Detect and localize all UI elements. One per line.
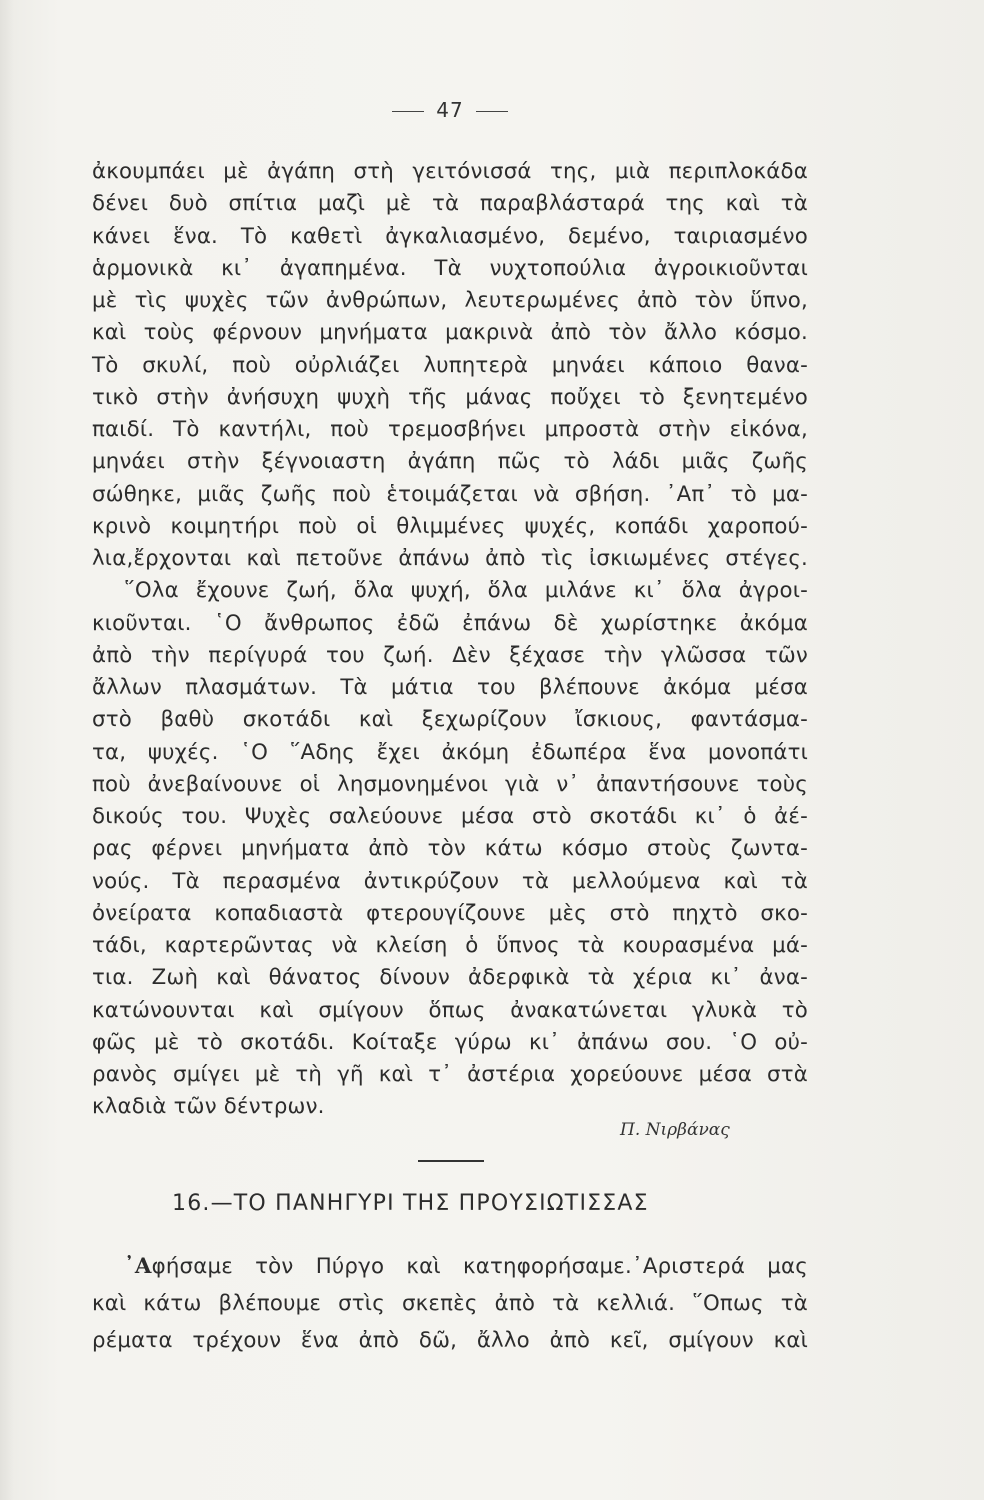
section-title: 16.—ΤΟ ΠΑΝΗΓΥΡΙ ΤΗΣ ΠΡΟΥΣΙΩΤΙΣΣΑΣ <box>172 1191 649 1216</box>
section-divider <box>418 1160 484 1162</box>
author-signature: Π. Νιρβάνας <box>620 1120 730 1140</box>
text-line: δικούς του. Ψυχὲς σαλεύουνε μέσα στὸ σκοτάδι κι᾽ ὁ ἀέ- <box>92 804 808 829</box>
text-line: καὶ κάτω βλέπουμε στὶς σκεπὲς ἀπὸ τὰ κελλιά. ῞Οπως τὰ <box>92 1291 808 1316</box>
text-line: κλαδιὰ τῶν δέντρων. <box>92 1094 325 1120</box>
text-line: ρας φέρνει μηνήματα ἀπὸ τὸν κάτω κόσμο στοὺς ζωντα- <box>92 836 808 862</box>
text-line: τάδι, καρτερῶντας νὰ κλείση ὁ ὕπνος τὰ κουρασμένα μά- <box>92 933 808 958</box>
text-line: μὲ τὶς ψυχὲς τῶν ἀνθρώπων, λευτερωμένες ἀπὸ τὸν ὕπνο, <box>92 288 808 313</box>
text-line: ποὺ ἀνεβαίνουνε οἱ λησμονημένοι γιὰ ν᾽ ἀπαντήσουνε τοὺς <box>92 771 808 797</box>
text-line: κιοῦνται. ῾Ο ἄνθρωπος ἐδῶ ἐπάνω δὲ χωρίστηκε ἀκόμα <box>92 610 808 636</box>
text-line: φῶς μὲ τὸ σκοτάδι. Κοίταξε γύρω κι᾽ ἀπάνω σου. ῾Ο οὐ- <box>92 1029 808 1055</box>
text-line: σώθηκε, μιᾶς ζωῆς ποὺ ἑτοιμάζεται νὰ σβήση. ᾿Απ᾽ τὸ μα- <box>92 481 808 507</box>
main-text <box>92 156 808 1124</box>
text-line: στὸ βαθὺ σκοτάδι καὶ ξεχωρίζουν ἴσκιους, φαντάσμα- <box>92 707 808 733</box>
page-number-dash-right <box>476 111 508 112</box>
page-number <box>0 98 900 122</box>
text-line: μηνάει στὴν ξέγνοιαστη ἀγάπη πῶς τὸ λάδι μιᾶς ζωῆς <box>92 449 808 475</box>
text-line: κατώνουνται καὶ σμίγουν ὅπως ἀνακατώνεται γλυκὰ τὸ <box>92 997 808 1023</box>
page-edge-shadow <box>0 0 14 1500</box>
text-line: καὶ τοὺς φέρνουν μηνήματα μακρινὰ ἀπὸ τὸν ἄλλο κόσμο. <box>92 320 808 346</box>
text-line: νούς. Τὰ περασμένα ἀντικρύζουν τὰ μελλούμενα καὶ τὰ <box>92 868 808 894</box>
text-line: ἄλλων πλασμάτων. Τὰ μάτια του βλέπουνε ἀκόμα μέσα <box>92 675 808 700</box>
text-line: κάνει ἕνα. Τὸ καθετὶ ἀγκαλιασμένο, δεμένο, ταιριασμένο <box>92 223 808 249</box>
text-line: ἀκουμπάει μὲ ἀγάπη στὴ γειτόνισσά της, μιὰ περιπλοκάδα <box>92 159 808 184</box>
text-line: ρέματα τρέχουν ἕνα ἀπὸ δῶ, ἄλλο ἀπὸ κεῖ, σμίγουν καὶ <box>92 1328 808 1353</box>
text-line: ἁρμονικὰ κι᾽ ἀγαπημένα. Τὰ νυχτοπούλια ἀγροικιοῦνται <box>92 255 808 281</box>
text-line: παιδί. Τὸ καντήλι, ποὺ τρεμοσβήνει μπροστὰ στὴν εἰκόνα, <box>92 417 808 442</box>
page-number-value: 47 <box>436 98 464 122</box>
section-text <box>92 1248 808 1359</box>
text-line: Τὸ σκυλί, ποὺ οὐρλιάζει λυπητερὰ μηνάει κάποιο θανα- <box>92 352 808 378</box>
text-line: ἀπὸ τὴν περίγυρά του ζωή. Δὲν ξέχασε τὴν γλῶσσα τῶν <box>92 642 808 668</box>
text-line: δένει δυὸ σπίτια μαζὶ μὲ τὰ παραβλάσταρά της καὶ τὰ <box>92 191 808 217</box>
dropcap: ᾿Α <box>124 1254 152 1279</box>
page-number-dash-left <box>392 111 424 112</box>
text-line: τα, ψυχές. ῾Ο ῞Αδης ἔχει ἀκόμη ἐδωπέρα ἕνα μονοπάτι <box>92 739 808 765</box>
text-line: τια. Ζωὴ καὶ θάνατος δίνουν ἀδερφικὰ τὰ χέρια κι᾽ ἀνα- <box>92 965 808 991</box>
text-line: τικὸ στὴν ἀνήσυχη ψυχὴ τῆς μάνας ποὔχει τὸ ξενητεμένο <box>92 384 808 410</box>
text-line: ρανὸς σμίγει μὲ τὴ γῆ καὶ τ᾽ ἀστέρια χορεύουνε μέσα στὰ <box>92 1062 808 1087</box>
text-line: ὀνείρατα κοπαδιαστὰ φτερουγίζουνε μὲς στὸ πηχτὸ σκο- <box>92 900 808 926</box>
text-line: ῞Ολα ἔχουνε ζωή, ὅλα ψυχή, ὅλα μιλάνε κι᾽ ὅλα ἀγροι- <box>124 578 808 604</box>
section-first-line-text: φήσαμε τὸν Πύργο καὶ κατηφορήσαμε.᾿Αριστερά μας <box>151 1254 808 1279</box>
text-line: κρινὸ κοιμητήρι ποὺ οἱ θλιμμένες ψυχές, κοπάδι χαροπού- <box>92 513 808 539</box>
section-first-line <box>92 1248 808 1285</box>
text-line: λια,ἔρχονται καὶ πετοῦνε ἀπάνω ἀπὸ τὶς ἰσκιωμένες στέγες. <box>92 546 808 571</box>
